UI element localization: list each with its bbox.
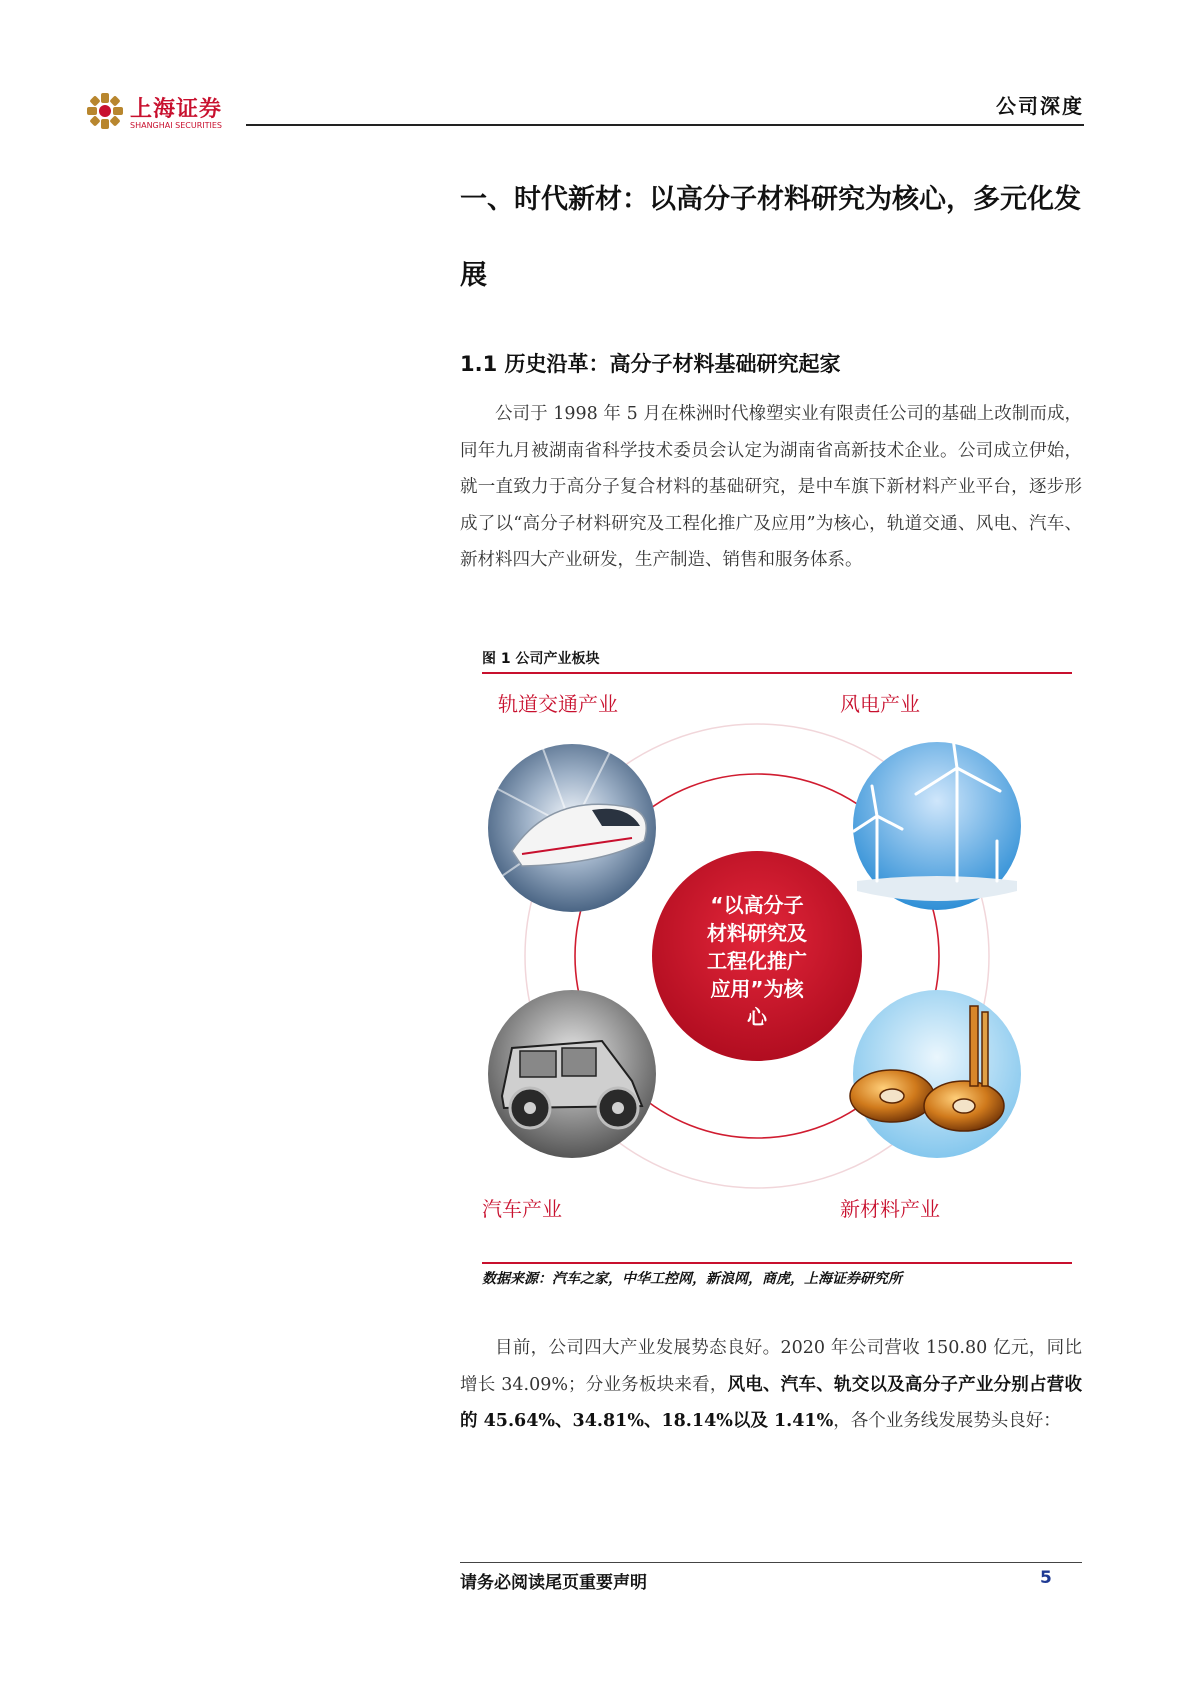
disclaimer-note: 请务必阅读尾页重要声明 — [460, 1573, 647, 1593]
segment-label-wind: 风电产业 — [840, 692, 920, 716]
wind-turbine-photo-icon — [853, 716, 1021, 910]
copper-tape-reels-photo-icon — [850, 990, 1021, 1158]
page-number: 5 — [1040, 1568, 1052, 1588]
report-type-label: 公司深度 — [996, 94, 1084, 118]
core-line: 心 — [747, 1005, 767, 1029]
core-line: 材料研究及 — [707, 921, 807, 945]
logo-emblem-icon — [86, 92, 124, 130]
core-line: 工程化推广 — [707, 949, 807, 973]
paragraph-tail: ，各个业务线发展势头良好： — [833, 1411, 1061, 1431]
paragraph-emphasis: 风电、汽车、轨交以及高分子产业分别占营收的 45.64%、34.81%、18.14%以及 1.41% — [460, 1374, 1082, 1431]
footer-divider — [460, 1562, 1082, 1563]
train-photo-icon — [488, 744, 656, 912]
segment-label-materials: 新材料产业 — [840, 1197, 940, 1221]
paragraph-lead: 目前，公司四大产业发展势态良好。2020 年公司营收 150.80 亿元，同比增长 34.09%；分业务板块来看， — [460, 1338, 1082, 1395]
section-title: 一、时代新材：以高分子材料研究为核心，多元化发展 — [460, 184, 1081, 291]
vintage-car-photo-icon — [488, 990, 656, 1158]
figure-top-rule — [482, 672, 1072, 674]
subsection-title: 1.1 历史沿革：高分子材料基础研究起家 — [460, 352, 841, 376]
figure-bottom-rule — [482, 1262, 1072, 1264]
segment-label-rail: 轨道交通产业 — [498, 692, 618, 716]
company-logo — [86, 92, 234, 138]
header-divider — [246, 124, 1084, 126]
logo-text-en: SHANGHAI SECURITIES — [130, 121, 223, 130]
body-paragraph-performance — [460, 1330, 1082, 1440]
core-line: 应用”为核 — [710, 977, 804, 1001]
logo-text-cn: 上海证券 — [130, 97, 223, 122]
figure-source-note: 数据来源：汽车之家，中华工控网，新浪网，商虎，上海证券研究所 — [482, 1271, 902, 1287]
figure-title: 图 1 公司产业板块 — [482, 651, 600, 667]
industry-segments-diagram — [482, 676, 1072, 1260]
segment-label-auto: 汽车产业 — [482, 1197, 562, 1221]
body-paragraph-history: 公司于 1998 年 5 月在株洲时代橡塑实业有限责任公司的基础上改制而成，同年九月被湖南省科学技术委员会认定为湖南省高新技术企业。公司成立伊始，就一直致力于高分子复合材料的基础研究，是中车旗下新材料产业平台，逐步形成了以“高分子材料研究及工程化推广及应用”为核心，轨道交通、风电、汽车、新材料四大产业研发，生产制造、销售和服务体系。 — [460, 404, 1082, 570]
core-line: “以高分子 — [710, 893, 804, 917]
